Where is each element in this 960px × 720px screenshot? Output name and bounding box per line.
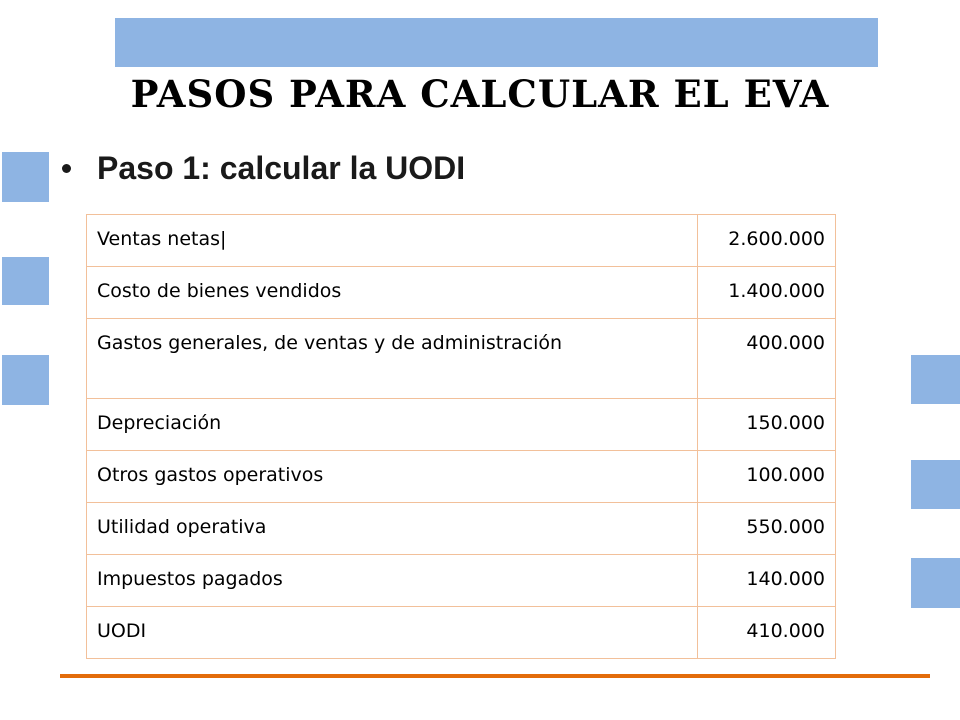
row-label: Utilidad operativa xyxy=(87,503,698,555)
right-decoration-square xyxy=(911,460,960,509)
row-value: 400.000 xyxy=(698,319,836,399)
row-value: 1.400.000 xyxy=(698,267,836,319)
row-value: 550.000 xyxy=(698,503,836,555)
table-row xyxy=(87,503,836,555)
row-value: 150.000 xyxy=(698,399,836,451)
bottom-divider-line xyxy=(60,674,930,678)
table-row xyxy=(87,267,836,319)
bullet-point xyxy=(58,146,465,190)
row-label: Impuestos pagados xyxy=(87,555,698,607)
row-label: UODI xyxy=(87,607,698,659)
table-row xyxy=(87,555,836,607)
left-decoration-square xyxy=(2,355,49,405)
row-label: Otros gastos operativos xyxy=(87,451,698,503)
row-value: 140.000 xyxy=(698,555,836,607)
row-value: 410.000 xyxy=(698,607,836,659)
table-row xyxy=(87,607,836,659)
table-row xyxy=(87,399,836,451)
row-label: Gastos generales, de ventas y de administración xyxy=(87,319,698,399)
left-decoration-square xyxy=(2,257,49,305)
table-row xyxy=(87,319,836,399)
bullet-dot-icon xyxy=(62,164,71,173)
right-decoration-square xyxy=(911,355,960,404)
title-bar-decoration xyxy=(115,18,878,67)
row-value: 100.000 xyxy=(698,451,836,503)
bullet-text: Paso 1: calcular la UODI xyxy=(97,149,466,186)
left-decoration-square xyxy=(2,152,49,202)
row-value: 2.600.000 xyxy=(698,215,836,267)
slide-title: PASOS PARA CALCULAR EL EVA xyxy=(130,72,830,116)
table-row xyxy=(87,451,836,503)
table-row xyxy=(87,215,836,267)
row-label: Ventas netas| xyxy=(87,215,698,267)
uodi-table xyxy=(86,214,836,659)
row-label: Costo de bienes vendidos xyxy=(87,267,698,319)
row-label: Depreciación xyxy=(87,399,698,451)
right-decoration-square xyxy=(911,558,960,608)
